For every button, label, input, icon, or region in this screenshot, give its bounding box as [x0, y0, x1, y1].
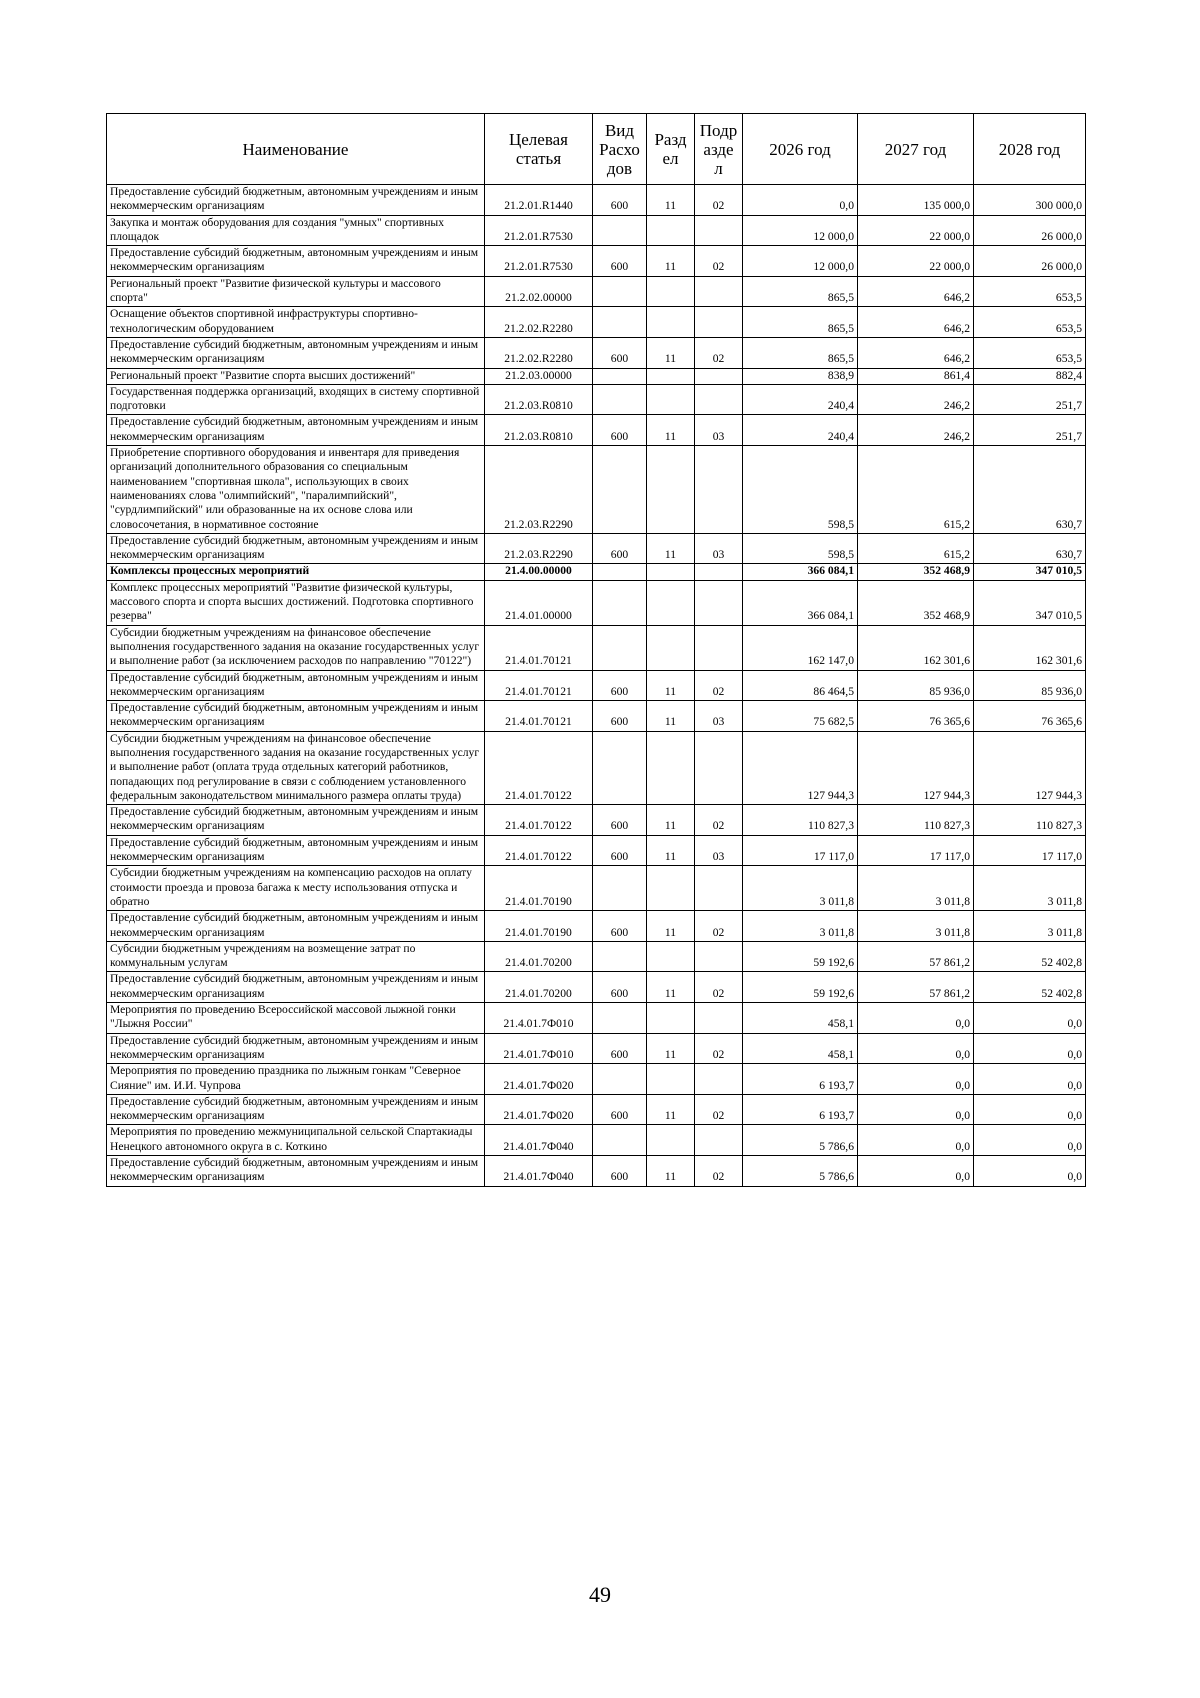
cell-expense-kind	[593, 307, 647, 338]
cell-amount-2027: 110 827,3	[858, 805, 974, 836]
table-row	[107, 1156, 1086, 1187]
table-row	[107, 1003, 1086, 1034]
cell-amount-2027: 615,2	[858, 533, 974, 564]
header-target-article: Целевая статья	[485, 114, 593, 185]
cell-expense-kind	[593, 941, 647, 972]
cell-amount-2028: 0,0	[974, 1094, 1086, 1125]
cell-subsection	[695, 1064, 743, 1095]
cell-amount-2028: 653,5	[974, 276, 1086, 307]
table-row	[107, 1094, 1086, 1125]
cell-amount-2026: 865,5	[743, 276, 858, 307]
table-body	[107, 185, 1086, 1187]
cell-name: Предоставление субсидий бюджетным, автономным учреждениям и иным некоммерческим организациям	[107, 337, 485, 368]
cell-section	[647, 731, 695, 804]
cell-amount-2028: 882,4	[974, 368, 1086, 384]
header-year-2028: 2028 год	[974, 114, 1086, 185]
cell-target-article: 21.2.02.R2280	[485, 307, 593, 338]
cell-amount-2027: 0,0	[858, 1094, 974, 1125]
cell-amount-2026: 12 000,0	[743, 246, 858, 277]
cell-name: Государственная поддержка организаций, входящих в систему спортивной подготовки	[107, 384, 485, 415]
cell-amount-2027: 22 000,0	[858, 215, 974, 246]
cell-name: Предоставление субсидий бюджетным, автономным учреждениям и иным некоммерческим организациям	[107, 246, 485, 277]
cell-amount-2026: 240,4	[743, 415, 858, 446]
cell-name: Комплекс процессных мероприятий "Развитие физической культуры, массового спорта и спорта высших достижений. Подготовка спортивного резерва"	[107, 580, 485, 625]
cell-name: Субсидии бюджетным учреждениям на возмещение затрат по коммунальным услугам	[107, 941, 485, 972]
table-row	[107, 215, 1086, 246]
cell-amount-2028: 3 011,8	[974, 911, 1086, 942]
table-row	[107, 276, 1086, 307]
cell-subsection: 02	[695, 185, 743, 216]
table-row	[107, 941, 1086, 972]
cell-amount-2026: 598,5	[743, 446, 858, 534]
cell-name: Предоставление субсидий бюджетным, автономным учреждениям и иным некоммерческим организациям	[107, 1094, 485, 1125]
cell-amount-2027: 861,4	[858, 368, 974, 384]
cell-expense-kind: 600	[593, 911, 647, 942]
cell-section: 11	[647, 1033, 695, 1064]
cell-subsection	[695, 580, 743, 625]
table-row	[107, 446, 1086, 534]
cell-name: Предоставление субсидий бюджетным, автономным учреждениям и иным некоммерческим организациям	[107, 701, 485, 732]
cell-name: Оснащение объектов спортивной инфраструктуры спортивно-технологическим оборудованием	[107, 307, 485, 338]
cell-target-article: 21.4.00.00000	[485, 564, 593, 580]
cell-name: Приобретение спортивного оборудования и инвентаря для приведения организаций дополнительного образования со специальным наименованием "спортивная школа", использующих в своих наименованиях слова "олимпийский", "паралимпийский", "сурдлимпийский" или образованные на их основе слова или словосочетания, в нормативное состояние	[107, 446, 485, 534]
cell-amount-2026: 458,1	[743, 1033, 858, 1064]
cell-target-article: 21.4.01.70122	[485, 835, 593, 866]
cell-amount-2027: 246,2	[858, 384, 974, 415]
cell-amount-2028: 0,0	[974, 1156, 1086, 1187]
header-year-2026: 2026 год	[743, 114, 858, 185]
cell-amount-2028: 653,5	[974, 307, 1086, 338]
cell-expense-kind: 600	[593, 835, 647, 866]
cell-amount-2026: 366 084,1	[743, 580, 858, 625]
cell-amount-2026: 162 147,0	[743, 625, 858, 670]
cell-amount-2026: 127 944,3	[743, 731, 858, 804]
cell-section	[647, 625, 695, 670]
cell-section: 11	[647, 701, 695, 732]
cell-amount-2027: 17 117,0	[858, 835, 974, 866]
table-row	[107, 972, 1086, 1003]
cell-target-article: 21.4.01.70190	[485, 911, 593, 942]
cell-expense-kind: 600	[593, 972, 647, 1003]
cell-section: 11	[647, 533, 695, 564]
cell-subsection	[695, 307, 743, 338]
cell-subsection	[695, 866, 743, 911]
cell-section	[647, 1125, 695, 1156]
cell-target-article: 21.4.01.70121	[485, 625, 593, 670]
cell-target-article: 21.4.01.00000	[485, 580, 593, 625]
header-section: Разд ел	[647, 114, 695, 185]
cell-subsection	[695, 625, 743, 670]
cell-target-article: 21.4.01.7Ф020	[485, 1064, 593, 1095]
cell-amount-2026: 110 827,3	[743, 805, 858, 836]
cell-target-article: 21.2.03.R0810	[485, 415, 593, 446]
cell-expense-kind: 600	[593, 185, 647, 216]
table-row	[107, 384, 1086, 415]
cell-expense-kind	[593, 276, 647, 307]
cell-amount-2028: 17 117,0	[974, 835, 1086, 866]
table-row	[107, 415, 1086, 446]
cell-amount-2026: 240,4	[743, 384, 858, 415]
cell-section	[647, 276, 695, 307]
cell-name: Предоставление субсидий бюджетным, автономным учреждениям и иным некоммерческим организациям	[107, 415, 485, 446]
cell-subsection	[695, 1003, 743, 1034]
cell-target-article: 21.2.02.R2280	[485, 337, 593, 368]
cell-section	[647, 384, 695, 415]
cell-amount-2026: 598,5	[743, 533, 858, 564]
cell-section: 11	[647, 670, 695, 701]
cell-target-article: 21.4.01.7Ф020	[485, 1094, 593, 1125]
cell-amount-2026: 0,0	[743, 185, 858, 216]
cell-name: Предоставление субсидий бюджетным, автономным учреждениям и иным некоммерческим организациям	[107, 533, 485, 564]
cell-amount-2028: 347 010,5	[974, 564, 1086, 580]
table-row	[107, 625, 1086, 670]
cell-amount-2028: 127 944,3	[974, 731, 1086, 804]
table-row	[107, 337, 1086, 368]
cell-amount-2026: 5 786,6	[743, 1156, 858, 1187]
cell-section: 11	[647, 185, 695, 216]
cell-name: Предоставление субсидий бюджетным, автономным учреждениям и иным некоммерческим организациям	[107, 1156, 485, 1187]
cell-expense-kind	[593, 1003, 647, 1034]
cell-amount-2028: 251,7	[974, 384, 1086, 415]
cell-section: 11	[647, 972, 695, 1003]
cell-amount-2027: 615,2	[858, 446, 974, 534]
cell-section	[647, 564, 695, 580]
cell-expense-kind: 600	[593, 805, 647, 836]
cell-amount-2026: 458,1	[743, 1003, 858, 1034]
cell-expense-kind	[593, 1064, 647, 1095]
cell-section: 11	[647, 805, 695, 836]
cell-target-article: 21.2.02.00000	[485, 276, 593, 307]
cell-name: Предоставление субсидий бюджетным, автономным учреждениям и иным некоммерческим организациям	[107, 670, 485, 701]
table-row	[107, 911, 1086, 942]
cell-target-article: 21.4.01.7Ф040	[485, 1125, 593, 1156]
cell-target-article: 21.4.01.7Ф010	[485, 1033, 593, 1064]
cell-expense-kind	[593, 446, 647, 534]
cell-amount-2027: 162 301,6	[858, 625, 974, 670]
cell-amount-2027: 0,0	[858, 1125, 974, 1156]
cell-subsection: 02	[695, 1094, 743, 1125]
cell-amount-2027: 246,2	[858, 415, 974, 446]
cell-target-article: 21.2.01.R7530	[485, 215, 593, 246]
budget-table-container	[106, 113, 1085, 1187]
cell-amount-2028: 110 827,3	[974, 805, 1086, 836]
cell-name: Предоставление субсидий бюджетным, автономным учреждениям и иным некоммерческим организациям	[107, 835, 485, 866]
cell-expense-kind	[593, 1125, 647, 1156]
cell-amount-2026: 86 464,5	[743, 670, 858, 701]
cell-amount-2026: 6 193,7	[743, 1094, 858, 1125]
cell-amount-2026: 6 193,7	[743, 1064, 858, 1095]
header-year-2027: 2027 год	[858, 114, 974, 185]
cell-subsection: 03	[695, 835, 743, 866]
table-row	[107, 866, 1086, 911]
table-row	[107, 1064, 1086, 1095]
budget-table	[106, 113, 1086, 1187]
header-expense-kind: Вид Расхо дов	[593, 114, 647, 185]
cell-amount-2027: 135 000,0	[858, 185, 974, 216]
cell-target-article: 21.4.01.70200	[485, 941, 593, 972]
cell-section	[647, 368, 695, 384]
table-row	[107, 670, 1086, 701]
cell-target-article: 21.4.01.7Ф010	[485, 1003, 593, 1034]
table-header	[107, 114, 1086, 185]
cell-expense-kind	[593, 866, 647, 911]
cell-name: Предоставление субсидий бюджетным, автономным учреждениям и иным некоммерческим организациям	[107, 1033, 485, 1064]
cell-subsection: 02	[695, 911, 743, 942]
cell-section: 11	[647, 246, 695, 277]
cell-target-article: 21.2.03.R0810	[485, 384, 593, 415]
cell-amount-2026: 3 011,8	[743, 911, 858, 942]
cell-name: Региональный проект "Развитие физической культуры и массового спорта"	[107, 276, 485, 307]
table-row	[107, 185, 1086, 216]
cell-subsection: 03	[695, 533, 743, 564]
cell-subsection: 02	[695, 246, 743, 277]
cell-expense-kind	[593, 215, 647, 246]
cell-name: Мероприятия по проведению межмуниципальной сельской Спартакиады Ненецкого автономного округа в с. Коткино	[107, 1125, 485, 1156]
cell-amount-2026: 12 000,0	[743, 215, 858, 246]
cell-name: Субсидии бюджетным учреждениям на компенсацию расходов на оплату стоимости проезда и провоза багажа к месту использования отпуска и обратно	[107, 866, 485, 911]
cell-amount-2028: 347 010,5	[974, 580, 1086, 625]
cell-amount-2027: 22 000,0	[858, 246, 974, 277]
cell-amount-2026: 838,9	[743, 368, 858, 384]
cell-subsection: 02	[695, 972, 743, 1003]
cell-amount-2028: 630,7	[974, 533, 1086, 564]
cell-amount-2027: 57 861,2	[858, 941, 974, 972]
cell-name: Предоставление субсидий бюджетным, автономным учреждениям и иным некоммерческим организациям	[107, 972, 485, 1003]
cell-expense-kind: 600	[593, 701, 647, 732]
cell-amount-2028: 0,0	[974, 1003, 1086, 1034]
cell-subsection	[695, 384, 743, 415]
cell-subsection	[695, 1125, 743, 1156]
table-row	[107, 731, 1086, 804]
cell-section	[647, 446, 695, 534]
cell-expense-kind: 600	[593, 1094, 647, 1125]
cell-subsection	[695, 368, 743, 384]
cell-amount-2026: 75 682,5	[743, 701, 858, 732]
header-name: Наименование	[107, 114, 485, 185]
cell-target-article: 21.4.01.70121	[485, 701, 593, 732]
cell-target-article: 21.4.01.70122	[485, 731, 593, 804]
cell-amount-2028: 3 011,8	[974, 866, 1086, 911]
header-row	[107, 114, 1086, 185]
cell-amount-2027: 646,2	[858, 337, 974, 368]
cell-target-article: 21.2.01.R1440	[485, 185, 593, 216]
cell-expense-kind	[593, 625, 647, 670]
cell-amount-2027: 0,0	[858, 1033, 974, 1064]
cell-section: 11	[647, 415, 695, 446]
cell-subsection: 02	[695, 805, 743, 836]
cell-section: 11	[647, 337, 695, 368]
header-subsection: Подр азде л	[695, 114, 743, 185]
cell-name: Субсидии бюджетным учреждениям на финансовое обеспечение выполнения государственного задания на оказание государственных услуг и выполнение работ (за исключением расходов по направлению "70122")	[107, 625, 485, 670]
cell-name: Субсидии бюджетным учреждениям на финансовое обеспечение выполнения государственного задания на оказание государственных услуг и выполнение работ (оплата труда отдельных категорий работников, попадающих под регулирование в связи с соблюдением установленного федеральным законодательством минимального размера оплаты труда)	[107, 731, 485, 804]
table-row	[107, 580, 1086, 625]
cell-amount-2027: 3 011,8	[858, 911, 974, 942]
cell-target-article: 21.2.01.R7530	[485, 246, 593, 277]
cell-amount-2026: 865,5	[743, 307, 858, 338]
cell-section: 11	[647, 911, 695, 942]
cell-name: Предоставление субсидий бюджетным, автономным учреждениям и иным некоммерческим организациям	[107, 805, 485, 836]
cell-target-article: 21.4.01.70190	[485, 866, 593, 911]
cell-amount-2028: 0,0	[974, 1064, 1086, 1095]
cell-amount-2027: 127 944,3	[858, 731, 974, 804]
cell-amount-2026: 3 011,8	[743, 866, 858, 911]
cell-section: 11	[647, 835, 695, 866]
cell-amount-2027: 0,0	[858, 1003, 974, 1034]
table-row	[107, 1125, 1086, 1156]
cell-target-article: 21.4.01.70121	[485, 670, 593, 701]
cell-subsection	[695, 941, 743, 972]
cell-subsection: 03	[695, 701, 743, 732]
cell-name: Мероприятия по проведению праздника по лыжным гонкам "Северное Сияние" им. И.И. Чупрова	[107, 1064, 485, 1095]
cell-section	[647, 307, 695, 338]
cell-subsection: 02	[695, 1156, 743, 1187]
cell-section: 11	[647, 1156, 695, 1187]
cell-amount-2028: 300 000,0	[974, 185, 1086, 216]
table-row	[107, 701, 1086, 732]
cell-amount-2028: 653,5	[974, 337, 1086, 368]
cell-amount-2028: 26 000,0	[974, 215, 1086, 246]
cell-subsection: 02	[695, 1033, 743, 1064]
cell-amount-2027: 57 861,2	[858, 972, 974, 1003]
cell-name: Комплексы процессных мероприятий	[107, 564, 485, 580]
cell-subsection: 03	[695, 415, 743, 446]
cell-amount-2028: 0,0	[974, 1033, 1086, 1064]
cell-amount-2027: 85 936,0	[858, 670, 974, 701]
cell-amount-2026: 865,5	[743, 337, 858, 368]
cell-target-article: 21.4.01.70122	[485, 805, 593, 836]
cell-subsection	[695, 446, 743, 534]
cell-expense-kind	[593, 731, 647, 804]
cell-amount-2028: 0,0	[974, 1125, 1086, 1156]
table-row	[107, 835, 1086, 866]
table-row	[107, 368, 1086, 384]
cell-section	[647, 866, 695, 911]
cell-target-article: 21.4.01.70200	[485, 972, 593, 1003]
cell-expense-kind: 600	[593, 415, 647, 446]
cell-expense-kind: 600	[593, 1156, 647, 1187]
cell-subsection: 02	[695, 337, 743, 368]
table-row	[107, 307, 1086, 338]
table-row	[107, 564, 1086, 580]
cell-amount-2026: 17 117,0	[743, 835, 858, 866]
cell-name: Закупка и монтаж оборудования для создания "умных" спортивных площадок	[107, 215, 485, 246]
cell-target-article: 21.4.01.7Ф040	[485, 1156, 593, 1187]
cell-section	[647, 1064, 695, 1095]
cell-subsection	[695, 731, 743, 804]
cell-amount-2027: 352 468,9	[858, 580, 974, 625]
cell-expense-kind	[593, 564, 647, 580]
cell-name: Предоставление субсидий бюджетным, автономным учреждениям и иным некоммерческим организациям	[107, 185, 485, 216]
cell-subsection: 02	[695, 670, 743, 701]
cell-expense-kind	[593, 368, 647, 384]
cell-amount-2028: 251,7	[974, 415, 1086, 446]
cell-expense-kind	[593, 384, 647, 415]
cell-section	[647, 215, 695, 246]
cell-amount-2027: 646,2	[858, 307, 974, 338]
cell-section	[647, 1003, 695, 1034]
cell-section: 11	[647, 1094, 695, 1125]
cell-subsection	[695, 276, 743, 307]
table-row	[107, 246, 1086, 277]
cell-amount-2028: 52 402,8	[974, 972, 1086, 1003]
cell-amount-2028: 630,7	[974, 446, 1086, 534]
cell-amount-2027: 0,0	[858, 1156, 974, 1187]
cell-amount-2026: 366 084,1	[743, 564, 858, 580]
cell-target-article: 21.2.03.00000	[485, 368, 593, 384]
cell-amount-2028: 26 000,0	[974, 246, 1086, 277]
cell-amount-2026: 59 192,6	[743, 972, 858, 1003]
cell-expense-kind: 600	[593, 337, 647, 368]
cell-amount-2027: 76 365,6	[858, 701, 974, 732]
cell-target-article: 21.2.03.R2290	[485, 533, 593, 564]
cell-name: Предоставление субсидий бюджетным, автономным учреждениям и иным некоммерческим организациям	[107, 911, 485, 942]
cell-amount-2027: 352 468,9	[858, 564, 974, 580]
cell-name: Мероприятия по проведению Всероссийской массовой лыжной гонки "Лыжня России"	[107, 1003, 485, 1034]
cell-name: Региональный проект "Развитие спорта высших достижений"	[107, 368, 485, 384]
cell-subsection	[695, 215, 743, 246]
cell-target-article: 21.2.03.R2290	[485, 446, 593, 534]
cell-amount-2027: 0,0	[858, 1064, 974, 1095]
cell-amount-2027: 646,2	[858, 276, 974, 307]
cell-section	[647, 941, 695, 972]
cell-expense-kind: 600	[593, 246, 647, 277]
cell-amount-2028: 162 301,6	[974, 625, 1086, 670]
cell-amount-2026: 59 192,6	[743, 941, 858, 972]
cell-expense-kind: 600	[593, 533, 647, 564]
table-row	[107, 1033, 1086, 1064]
cell-expense-kind: 600	[593, 1033, 647, 1064]
cell-expense-kind: 600	[593, 670, 647, 701]
cell-section	[647, 580, 695, 625]
cell-expense-kind	[593, 580, 647, 625]
table-row	[107, 805, 1086, 836]
cell-amount-2028: 76 365,6	[974, 701, 1086, 732]
cell-amount-2028: 52 402,8	[974, 941, 1086, 972]
page-number: 49	[589, 1582, 611, 1607]
cell-amount-2026: 5 786,6	[743, 1125, 858, 1156]
cell-amount-2028: 85 936,0	[974, 670, 1086, 701]
cell-subsection	[695, 564, 743, 580]
table-row	[107, 533, 1086, 564]
cell-amount-2027: 3 011,8	[858, 866, 974, 911]
